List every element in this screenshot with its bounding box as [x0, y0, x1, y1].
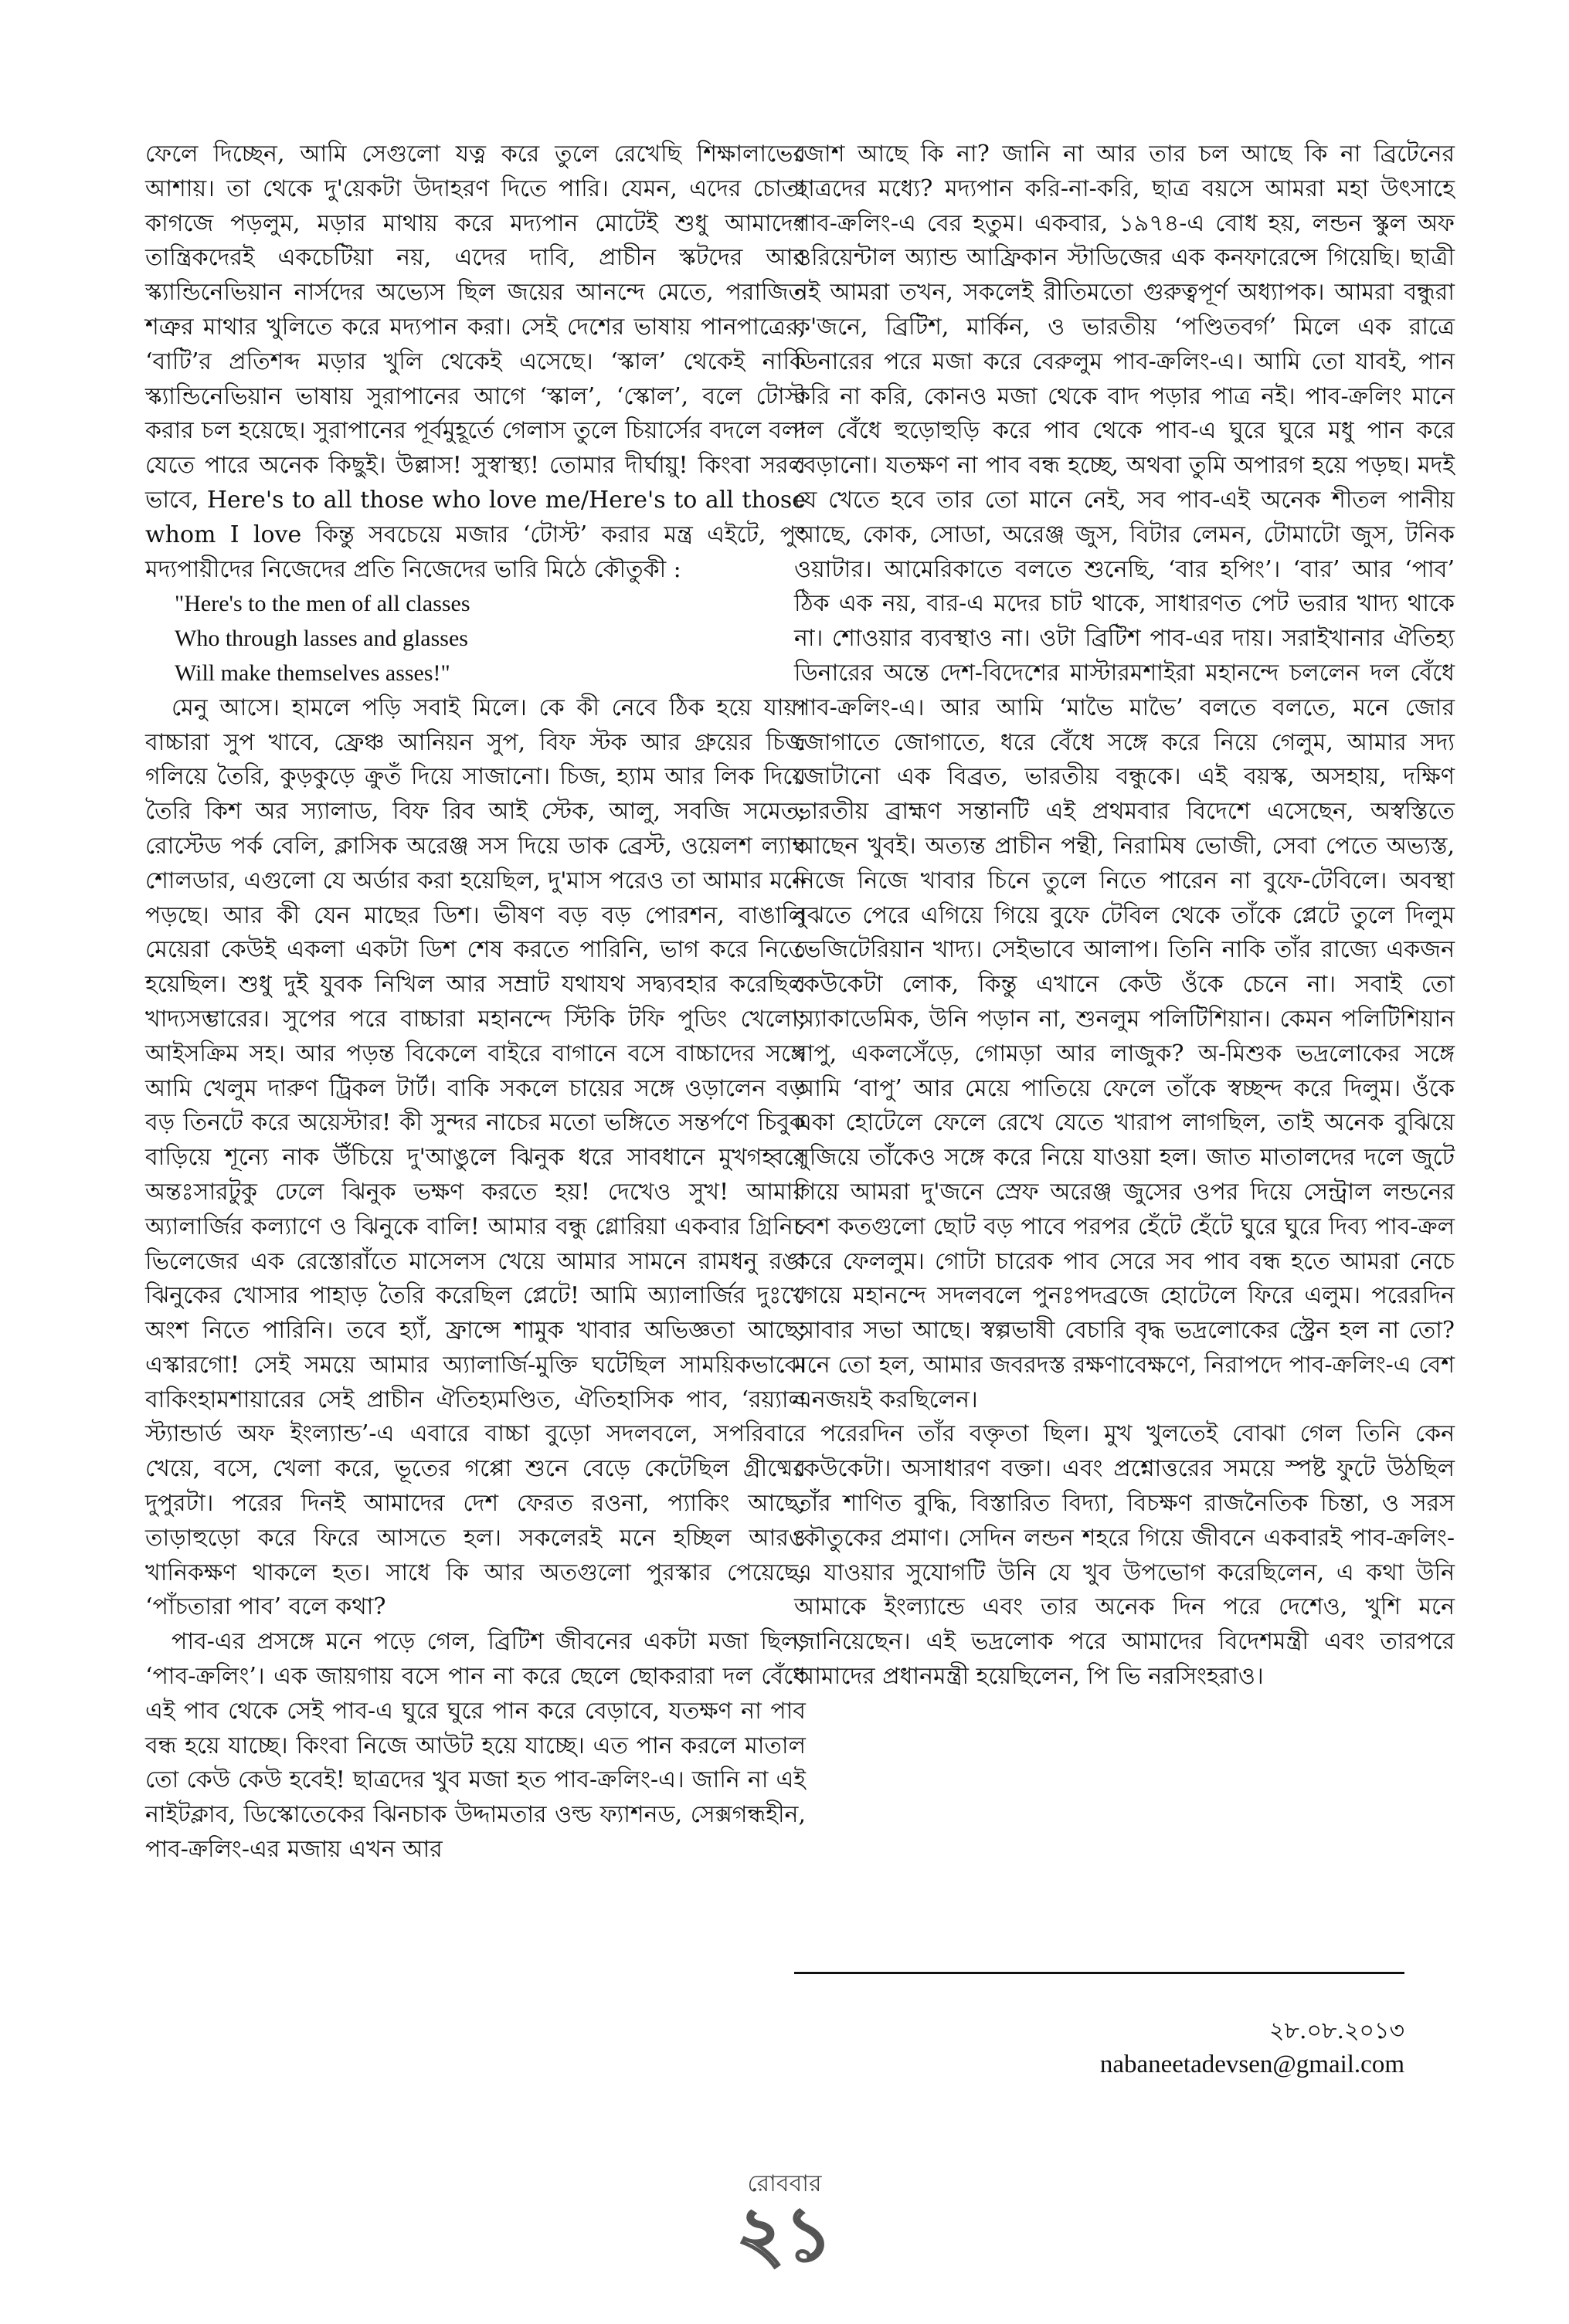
page-number: ২১: [736, 2190, 833, 2278]
left-paragraph-2: মেনু আসে। হামলে পড়ি সবাই মিলে। কে কী নেবে ঠিক হয়ে যায়। বাচ্চারা সুপ খাবে, ফ্রেঞ্চ আনিয়ন সুপ, বিফ স্টক আর গ্রুয়ের চিজ গলিয়ে তৈরি, কুড়কুড়ে ক্রুতঁ দিয়ে সাজানো। চিজ, হ্যাম আর লিক দিয়ে তৈরি কিশ অর স্যালাড, বিফ রিব আই স্টেক, আলু, সবজি সমেত, রোস্টেড পর্ক বেলি, ক্লাসিক অরেঞ্জ সস দিয়ে ডাক ব্রেস্ট, ওয়েলশ ল্যাম্ব শোলডার, এগুলো যে অর্ডার করা হয়েছিল, দু'মাস পরেও তা আমার মনে পড়ছে। আর কী যেন মাছের ডিশ। ভীষণ বড় বড় পোরশন, বাঙালি মেয়েরা কেউই একলা একটা ডিশ শেষ করতে পারিনি, ভাগ করে নিতে হয়েছিল। শুধু দুই যুবক নিখিল আর সম্রাট যথাযথ সদ্ব্যবহার করেছিল খাদ্যসম্ভারের। সুপের পরে বাচ্চারা মহানন্দে স্টিকি টফি পুডিং খেলো, আইসক্রিম সহ। আর পড়ন্ত বিকেলে বাইরে বাগানে বসে বাচ্চাদের সঙ্গে আমি খেলুম দারুণ ট্রিকল টার্ট। বাকি সকলে চায়ের সঙ্গে ওড়ালেন বড় বড় তিনটে করে অয়েস্টার! কী সুন্দর নাচের মতো ভঙ্গিতে সন্তর্পণে চিবুক বাড়িয়ে শূন্যে নাক উঁচিয়ে দু'আঙুলে ঝিনুক ধরে সাবধানে মুখগহ্বরে অন্তঃসারটুকু ঢেলে ঝিনুক ভক্ষণ করতে হয়! দেখেও সুখ! আমার অ্যালার্জির কল্যাণে ও ঝিনুকে বালি! আমার বন্ধু গ্লোরিয়া একবার গ্রিনিচ ভিলেজের এক রেস্তোরাঁতে মাসেলস খেয়ে আমার সামনে রামধনু রঙা ঝিনুকের খোসার পাহাড় তৈরি করেছিল প্লেটে! আমি অ্যালার্জির দুঃখে অংশ নিতে পারিনি। তবে হ্যাঁ, ফ্রান্সে শামুক খাবার অভিজ্ঞতা আছে, এস্কারগো! সেই সময়ে আমার অ্যালার্জি-মুক্তি ঘটেছিল সাময়িকভাবে। বাকিংহামশায়ারের সেই প্রাচীন ঐতিহ্যমণ্ডিত, ঐতিহাসিক পাব, ‘রয়্যাল স্ট্যান্ডার্ড অফ ইংল্যান্ড’-এ এবারে বাচ্চা বুড়ো সদলবলে, সপরিবারে খেয়ে, বসে, খেলা করে, ভূতের গপ্পো শুনে বেড়ে কেটেছিল গ্রীষ্মের দুপুরটা। পরের দিনই আমাদের দেশ ফেরত রওনা, প্যাকিং আছে, তাড়াহুড়ো করে ফিরে আসতে হল। সকলেরই মনে হচ্ছিল আরও খানিকক্ষণ থাকলে হত। সাধে কি আর অতগুলো পুরস্কার পেয়েছে, ‘পাঁচতারা পাব’ বলে কথা?: [145, 694, 806, 1621]
right-paragraph-1: জোশ আছে কি না? জানি না আর তার চল আছে কি না ব্রিটেনের ছাত্রদের মধ্যে? মদ্যপান করি-না-করি, ছাত্র বয়সে আমরা মহা উৎসাহে পাব-ক্রলিং-এ বের হতুম। একবার, ১৯৭৪-এ বোধ হয়, লন্ডন স্কুল অফ ওরিয়েন্টাল অ্যান্ড আফ্রিকান স্টাডিজের এক কনফারেন্সে গিয়েছি। ছাত্রী নই আমরা তখন, সকলেই রীতিমতো গুরুত্বপূর্ণ অধ্যাপক। আমরা বন্ধুরা ক'জনে, ব্রিটিশ, মার্কিন, ও ভারতীয় ‘পণ্ডিতবর্গ’ মিলে এক রাত্রে ডিনারের পরে মজা করে বেরুলুম পাব-ক্রলিং-এ। আমি তো যাবই, পান করি না করি, কোনও মজা থেকে বাদ পড়ার পাত্র নই। পাব-ক্রলিং মানে দল বেঁধে হুড়োহুড়ি করে পাব থেকে পাব-এ ঘুরে ঘুরে মধু পান করে বেড়ানো। যতক্ষণ না পাব বন্ধ হচ্ছে, অথবা তুমি অপারগ হয়ে পড়ছ। মদই যে খেতে হবে তার তো মানে নেই, সব পাব-এই অনেক শীতল পানীয় আছে, কোক, সোডা, অরেঞ্জ জুস, বিটার লেমন, টোমাটো জুস, টনিক ওয়াটার। আমেরিকাতে বলতে শুনেছি, ‘বার হপিং’। ‘বার’ আর ‘পাব’ ঠিক এক নয়, বার-এ মদের চাট থাকে, সাধারণত পেট ভরার খাদ্য থাকে না। শোওয়ার ব্যবস্থাও না। ওটা ব্রিটিশ পাব-এর দায়। সরাইখানার ঐতিহ্য ডিনারের অন্তে দেশ-বিদেশের মাস্টারমশাইরা মহানন্দে চললেন দল বেঁধে পাব-ক্রলিং-এ। আর আমি ‘মাভৈ মাভৈ’ বলতে বলতে, মনে জোর জোগাতে জোগাতে, ধরে বেঁধে সঙ্গে করে নিয়ে গেলুম, আমার সদ্য জোটানো এক বিব্রত, ভারতীয় বন্ধুকে। এই বয়স্ক, অসহায়, দক্ষিণ ভারতীয় ব্রাহ্মণ সন্তানটি এই প্রথমবার বিদেশে এসেছেন, অস্বস্তিতে আছেন খুবই। অত্যন্ত প্রাচীন পন্থী, নিরামিষ ভোজী, সেবা পেতে অভ্যস্ত, নিজে নিজে খাবার চিনে তুলে নিতে পারেন না বুফে-টেবিলে। অবস্থা বুঝতে পেরে এগিয়ে গিয়ে বুফে টেবিল থেকে তাঁকে প্লেটে তুলে দিলুম ভেজিটেরিয়ান খাদ্য। সেইভাবে আলাপ। তিনি নাকি তাঁর রাজ্যে একজন কেউকেটা লোক, কিন্তু এখানে কেউ ওঁকে চেনে না। সবাই তো অ্যাকাডেমিক, উনি পড়ান না, শুনলুম পলিটিশিয়ান। কেমন পলিটিশিয়ান বাপু, একলসেঁড়ে, গোমড়া আর লাজুক? অ-মিশুক ভদ্রলোকের সঙ্গে আমি ‘বাপু’ আর মেয়ে পাতিয়ে ফেলে তাঁকে স্বচ্ছন্দ করে দিলুম। ওঁকে একা হোটেলে ফেলে রেখে যেতে খারাপ লাগছিল, তাই অনেক বুঝিয়ে সুজিয়ে তাঁকেও সঙ্গে করে নিয়ে যাওয়া হল। জাত মাতালদের দলে জুটে গিয়ে আমরা দু'জনে স্রেফ অরেঞ্জ জুসের ওপর দিয়ে সেন্ট্রাল লন্ডনের বেশ কতগুলো ছোট বড় পাবে পরপর হেঁটে হেঁটে ঘুরে ঘুরে দিব্য পাব-ক্রল করে ফেললুম। গোটা চারেক পাব সেরে সব পাব বন্ধ হতে আমরা নেচে গেয়ে মহানন্দে সদলবলে পুনঃপদব্রজে হোটেলে ফিরে এলুম। পরেরদিন আবার সভা আছে। স্বল্পভাষী বেচারি বৃদ্ধ ভদ্রলোকের স্ট্রেন হল না তো? মনে তো হল, আমার জবরদস্ত রক্ষণাবেক্ষণে, নিরাপদে পাব-ক্রলিং-এ বেশ এনজয়ই করছিলেন।: [794, 141, 1455, 1413]
verse-line-1: "Here's to the men of all classes: [175, 591, 470, 617]
article-date: ২৮.০৮.২০১৩: [1268, 2017, 1404, 2044]
toast-verse: [145, 587, 806, 690]
right-paragraph-2: পরেরদিন তাঁর বক্তৃতা ছিল। মুখ খুলতেই বোঝা গেল তিনি কেন কেউকেটা। অসাধারণ বক্তা। এবং প্রশ্নোত্তরের সময়ে স্পষ্ট ফুটে উঠছিল তাঁর শাণিত বুদ্ধি, বিস্তারিত বিদ্যা, বিচক্ষণ রাজনৈতিক চিন্তা, ও সরস কৌতুকের প্রমাণ। সেদিন লন্ডন শহরে গিয়ে জীবনে একবারই পাব-ক্রলিং-এ যাওয়ার সুযোগটি উনি যে খুব উপভোগ করেছিলেন, এ কথা উনি আমাকে ইংল্যান্ডে এবং তার অনেক দিন পরে দেশেও, খুশি মনে জানিয়েছেন। এই ভদ্রলোক পরে আমাদের বিদেশমন্ত্রী এবং তারপরে আমাদের প্রধানমন্ত্রী হয়েছিলেন, পি ভি নরসিংহরাও।: [794, 1420, 1455, 1691]
right-column: [794, 137, 1455, 1695]
author-email[interactable]: nabaneetadevsen@gmail.com: [1099, 2051, 1404, 2078]
end-rule: [794, 1972, 1404, 1974]
left-paragraph-3: পাব-এর প্রসঙ্গে মনে পড়ে গেল, ব্রিটিশ জীবনের একটা মজা ছিল, ‘পাব-ক্রলিং’। এক জায়গায় বসে পান না করে ছেলে ছোকরারা দল বেঁধে এই পাব থেকে সেই পাব-এ ঘুরে ঘুরে পান করে বেড়াবে, যতক্ষণ না পাব বন্ধ হয়ে যাচ্ছে। কিংবা নিজে আউট হয়ে যাচ্ছে। এত পান করলে মাতাল তো কেউ কেউ হবেই! ছাত্রদের খুব মজা হত পাব-ক্রলিং-এ। জানি না এই নাইটক্লাব, ডিস্কোতেকের ঝিনচাক উদ্দামতার ওল্ড ফ্যাশনড, সেক্সগন্ধহীন, পাব-ক্রলিং-এর মজায় এখন আর: [145, 1628, 806, 1864]
verse-line-2: Who through lasses and glasses: [175, 626, 468, 652]
left-column: [145, 137, 806, 1868]
left-paragraph-1: ফেলে দিচ্ছেন, আমি সেগুলো যত্ন করে তুলে রেখেছি শিক্ষালাভের আশায়। তা থেকে দু'য়েকটা উদাহরণ দিতে পারি। যেমন, এদের চোতা কাগজে পড়লুম, মড়ার মাথায় করে মদ্যপান মোটেই শুধু আমাদের তান্ত্রিকদেরই একচেটিয়া নয়, এদের দাবি, প্রাচীন স্কটদের আর স্ক্যান্ডিনেভিয়ান নার্সদের অভ্যেস ছিল জয়ের আনন্দে মেতে, পরাজিত শত্রুর মাথার খুলিতে করে মদ্যপান করা। সেই দেশের ভাষায় পানপাত্রের, ‘বাটি’র প্রতিশব্দ মড়ার খুলি থেকেই এসেছে। ‘স্কাল’ থেকেই নাকি স্ক্যান্ডিনেভিয়ান ভাষায় সুরাপানের আগে ‘স্কাল’, ‘স্কোল’, বলে টোস্ট করার চল হয়েছে। সুরাপানের পূর্বমুহূর্তে গেলাস তুলে চিয়ার্সের বদলে বলা যেতে পারে অনেক কিছুই। উল্লাস! সুস্বাস্থ্য! তোমার দীর্ঘায়ু! কিংবা সরল ভাবে, Here's to all those who love me/Here's to all those whom I love কিন্তু সবচেয়ে মজার ‘টোস্ট’ করার মন্ত্র এইটে, পুং মদ্যপায়ীদের নিজেদের প্রতি নিজেদের ভারি মিঠে কৌতুকী :: [145, 141, 806, 583]
magazine-name: রোববার: [747, 2170, 822, 2197]
verse-line-3: Will make themselves asses!": [175, 660, 450, 686]
